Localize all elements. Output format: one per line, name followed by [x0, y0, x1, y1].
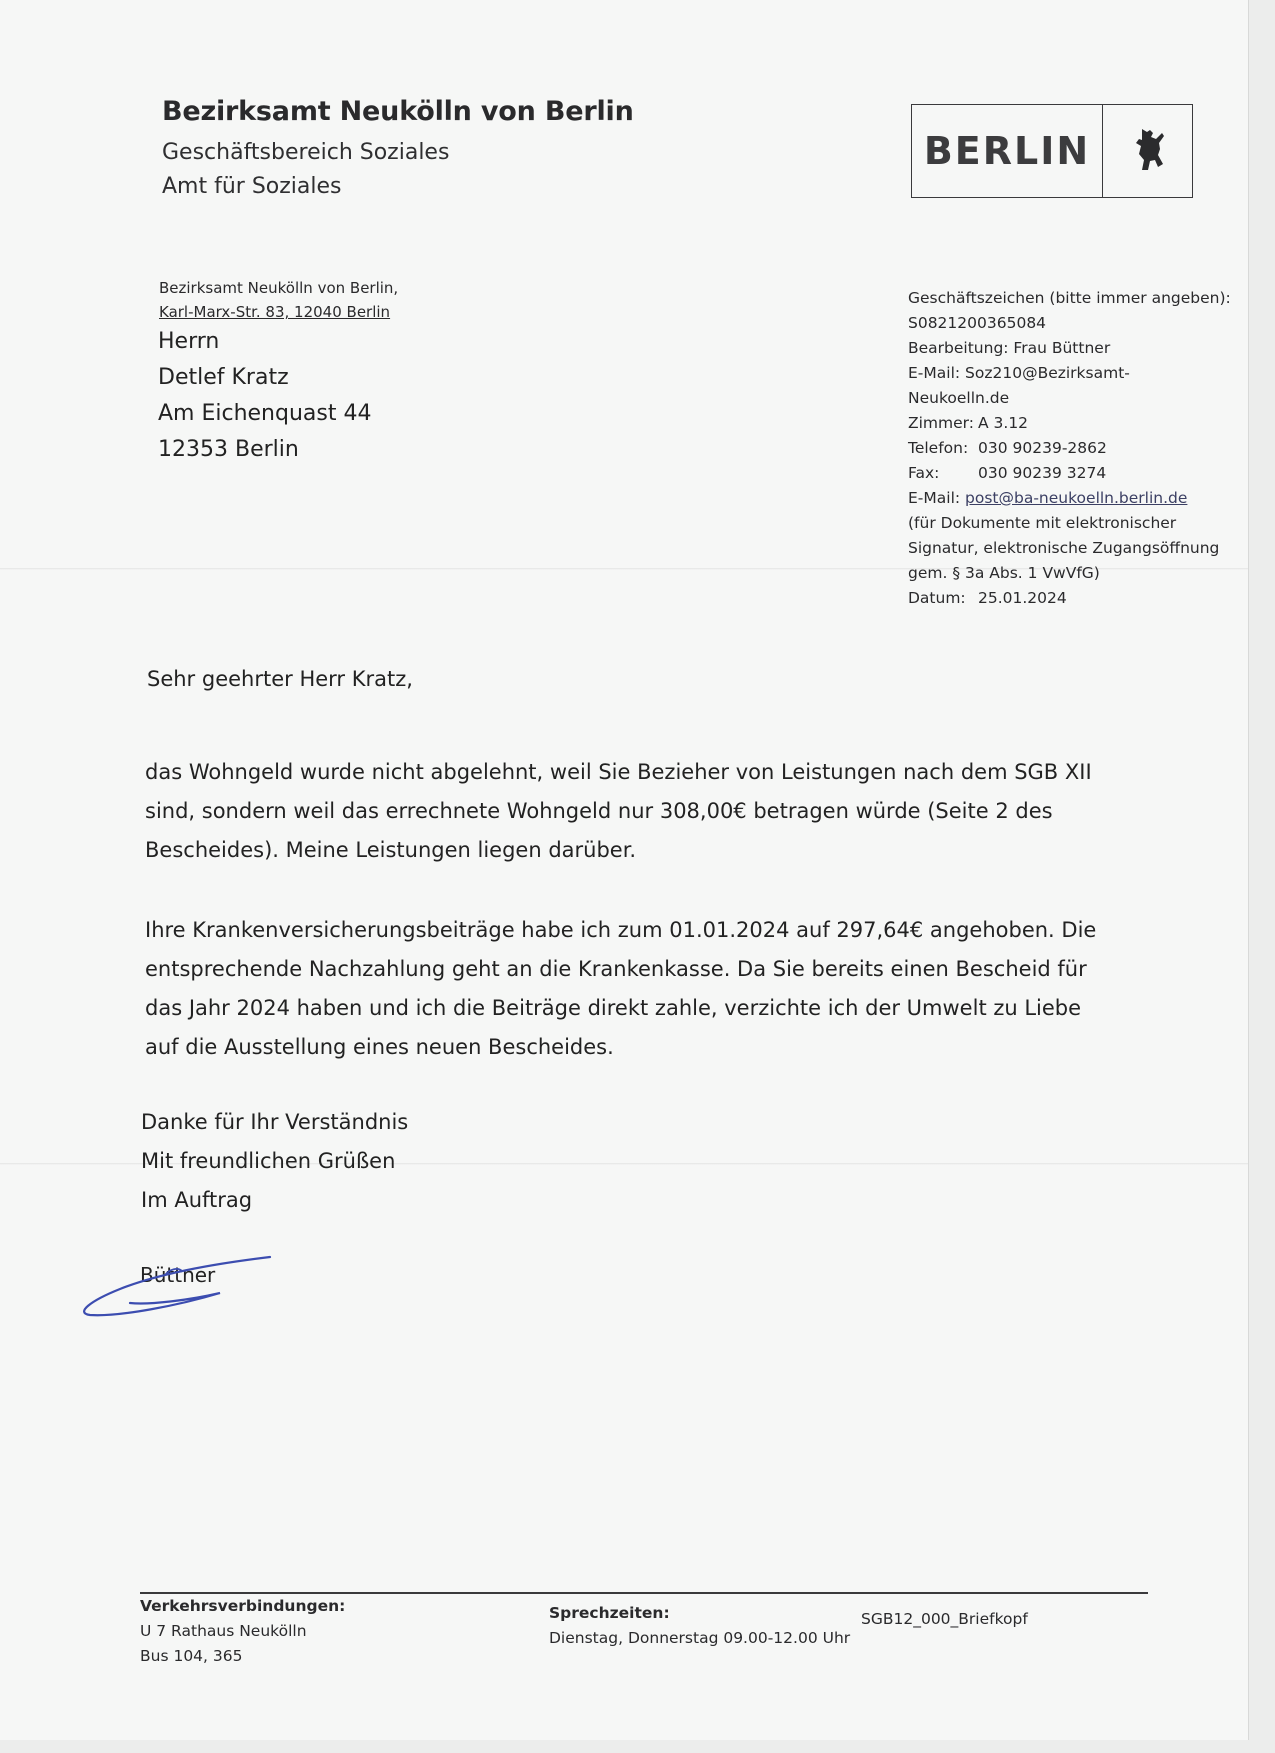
- transport-line: U 7 Rathaus Neukölln: [140, 1622, 307, 1640]
- recipient-salutation: Herrn: [158, 329, 220, 354]
- handler-email-cont: Neukoelln.de: [908, 389, 1010, 407]
- text-line: entsprechende Nachzahlung geht an die Krankenkasse. Da Sie bereits einen Bescheid für: [145, 957, 1087, 981]
- footer-hours: [549, 1601, 850, 1651]
- signature-note: (für Dokumente mit elektronischer: [908, 514, 1177, 532]
- greeting: Sehr geehrter Herr Kratz,: [147, 667, 413, 691]
- reference-number: S0821200365084: [908, 314, 1047, 332]
- transport-label: Verkehrsverbindungen:: [140, 1597, 346, 1615]
- logo-text: BERLIN: [912, 105, 1103, 197]
- fax: 030 90239 3274: [978, 464, 1107, 482]
- reference-label: Geschäftszeichen (bitte immer angeben):: [908, 289, 1231, 307]
- transport-line: Bus 104, 365: [140, 1647, 243, 1665]
- text-line: Ihre Krankenversicherungsbeiträge habe ich zum 01.01.2024 auf 297,64€ angehoben. Die: [145, 918, 1097, 942]
- org-name: Bezirksamt Neukölln von Berlin: [162, 96, 634, 127]
- berlin-logo: [911, 104, 1193, 198]
- hours: Dienstag, Donnerstag 09.00-12.00 Uhr: [549, 1629, 851, 1647]
- return-address-line: Bezirksamt Neukölln von Berlin,: [159, 279, 399, 297]
- closing-line: Im Auftrag: [141, 1188, 253, 1212]
- text-line: auf die Ausstellung eines neuen Bescheides.: [145, 1035, 614, 1059]
- paragraph-health-insurance: [145, 911, 1145, 1067]
- closing: [141, 1103, 408, 1220]
- date-label: Datum:: [908, 589, 966, 607]
- letterhead: [162, 96, 634, 204]
- phone: 030 90239-2862: [978, 439, 1107, 457]
- post-email-link[interactable]: post@ba-neukoelln.berlin.de: [965, 489, 1188, 507]
- signature-note: gem. § 3a Abs. 1 VwVfG): [908, 564, 1100, 582]
- text-line: das Wohngeld wurde nicht abgelehnt, weil Sie Bezieher von Leistungen nach dem SGB XII: [145, 760, 1092, 784]
- closing-line: Mit freundlichen Grüßen: [141, 1149, 396, 1173]
- text-line: das Jahr 2024 haben und ich die Beiträge direkt zahle, verzichte ich der Umwelt zu Liebe: [145, 996, 1082, 1020]
- email2-label: E-Mail:: [908, 489, 961, 507]
- footer-transport: [140, 1594, 345, 1669]
- handler: Bearbeitung: Frau Büttner: [908, 339, 1111, 357]
- hours-label: Sprechzeiten:: [549, 1604, 670, 1622]
- recipient-name: Detlef Kratz: [158, 365, 289, 390]
- footer-template-id: SGB12_000_Briefkopf: [861, 1610, 1028, 1628]
- paragraph-housing-benefit: [145, 753, 1145, 870]
- recipient-address: [158, 324, 371, 468]
- closing-line: Danke für Ihr Verständnis: [141, 1110, 409, 1134]
- recipient-city: 12353 Berlin: [158, 437, 299, 462]
- fax-label: Fax:: [908, 464, 940, 482]
- signer-name: Büttner: [140, 1263, 216, 1287]
- date: 25.01.2024: [978, 589, 1067, 607]
- room-label: Zimmer:: [908, 414, 974, 432]
- phone-label: Telefon:: [908, 439, 969, 457]
- return-address: [159, 276, 398, 324]
- room: A 3.12: [978, 414, 1029, 432]
- signature-note: Signatur, elektronische Zugangsöffnung: [908, 539, 1220, 557]
- division: Geschäftsbereich Soziales: [162, 140, 450, 165]
- text-line: sind, sondern weil das errechnete Wohngeld nur 308,00€ betragen würde (Seite 2 des: [145, 799, 1053, 823]
- info-block: [908, 286, 1248, 611]
- handler-email: E-Mail: Soz210@Bezirksamt-: [908, 364, 1130, 382]
- berlin-bear-icon: [1103, 105, 1192, 197]
- office: Amt für Soziales: [162, 174, 342, 199]
- return-address-line: Karl-Marx-Str. 83, 12040 Berlin: [159, 303, 391, 321]
- text-line: Bescheides). Meine Leistungen liegen darüber.: [145, 838, 637, 862]
- recipient-street: Am Eichenquast 44: [158, 401, 372, 426]
- handwritten-signature: [70, 1245, 290, 1325]
- berlin-bear-icon: [1128, 125, 1168, 177]
